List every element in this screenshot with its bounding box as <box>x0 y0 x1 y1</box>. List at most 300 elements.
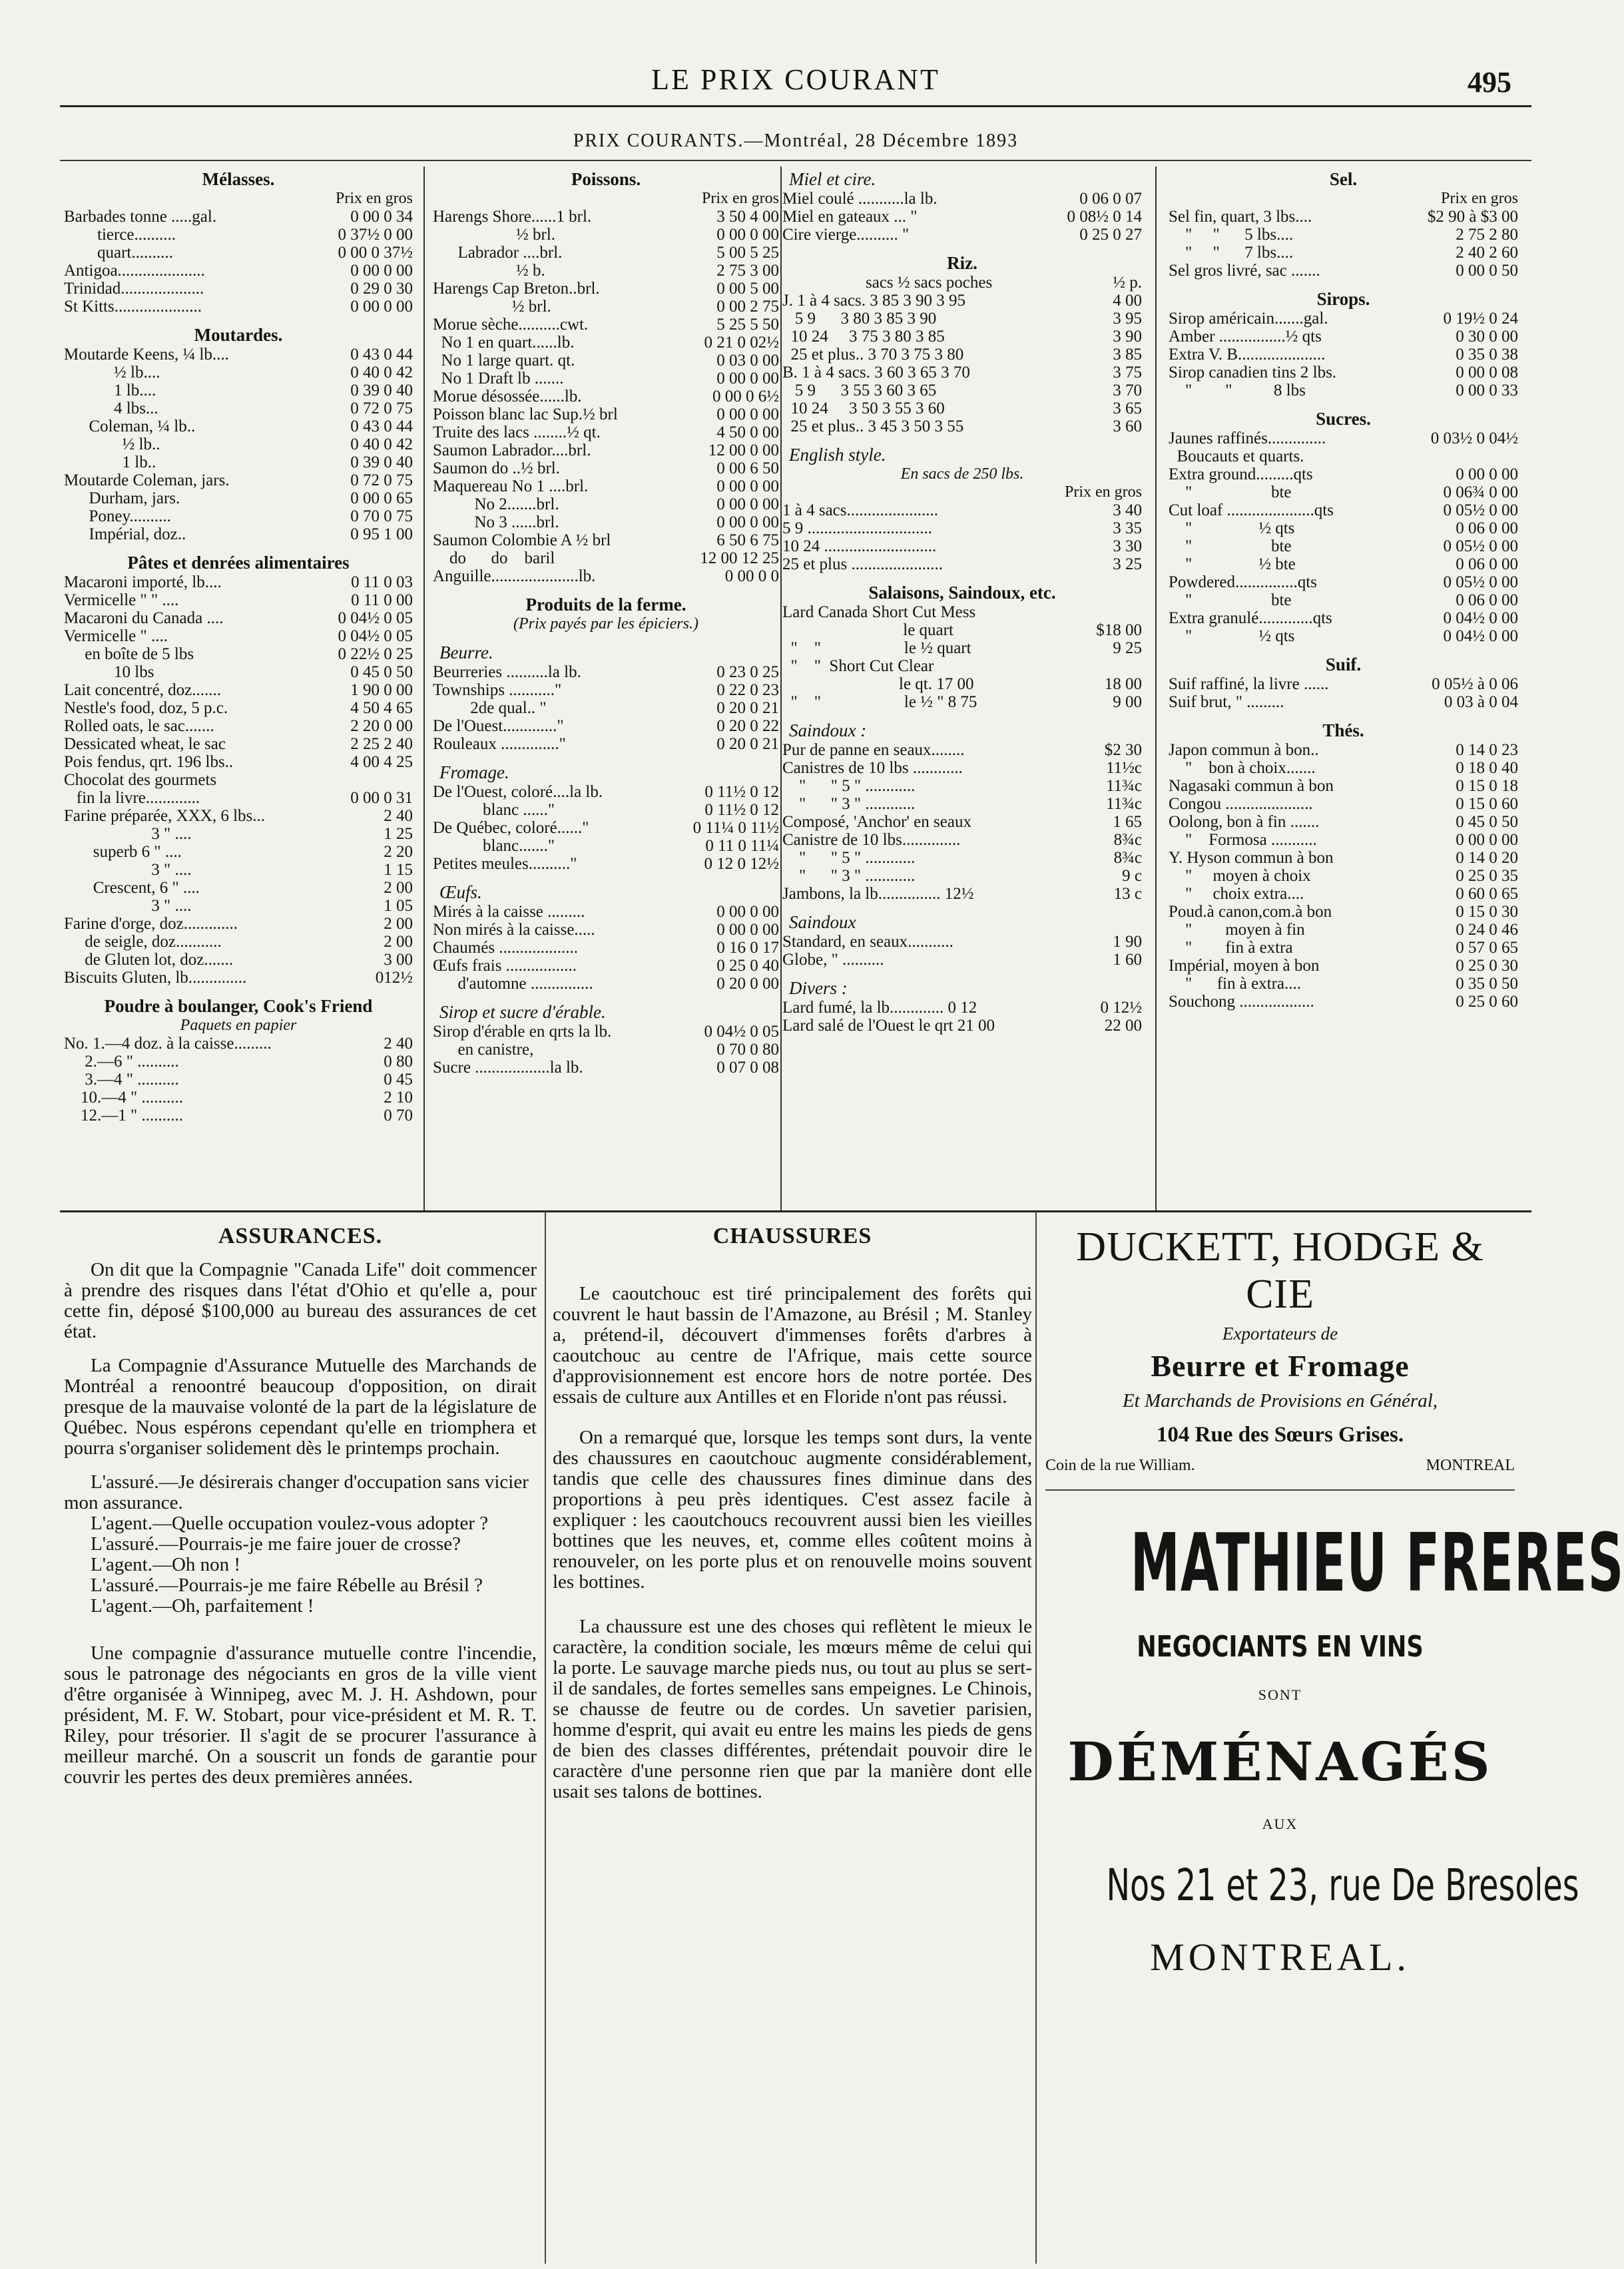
price-row <box>1169 957 1518 975</box>
section-gap <box>64 316 413 322</box>
item-name: Jambons, la lb............... 12½ <box>782 885 974 903</box>
section-title: Sirop et sucre d'érable. <box>439 1002 606 1022</box>
price-row <box>64 645 413 663</box>
price-header: Prix en gros <box>702 190 779 207</box>
price-row <box>1169 501 1518 519</box>
item-price: 3 40 <box>1113 501 1142 519</box>
item-price: 0 45 <box>384 1071 413 1089</box>
item-name: Beurreries ..........la lb. <box>433 663 581 681</box>
item-name: 10 24 3 75 3 80 3 85 <box>782 328 945 346</box>
item-name: Saumon Colombie A ½ brl <box>433 531 611 549</box>
item-price <box>1138 603 1142 621</box>
item-name: 2de qual.. " <box>433 699 547 717</box>
price-row <box>64 789 413 807</box>
section-title: Thés. <box>1322 720 1364 740</box>
item-name: Sirop d'érable en qrts la lb. <box>433 1023 612 1041</box>
item-name: 3.—4 " .......... <box>64 1071 179 1089</box>
price-row <box>782 417 1142 435</box>
item-price: 0 70 <box>384 1107 413 1125</box>
item-name: Sel gros livré, sac ....... <box>1169 262 1320 280</box>
price-row <box>782 759 1142 777</box>
item-name: Non mirés à la caisse..... <box>433 921 595 939</box>
price-row <box>64 681 413 699</box>
item-price: 0 60 0 65 <box>1456 885 1518 903</box>
item-price: 0 06 0 00 <box>1456 591 1518 609</box>
item-price: 22 00 <box>1104 1017 1142 1035</box>
item-name: Nagasaki commun à bon <box>1169 777 1334 795</box>
item-name: " " 5 " ............ <box>782 777 916 795</box>
item-name: Truite des lacs ........½ qt. <box>433 423 601 441</box>
price-row <box>433 717 779 735</box>
item-name: Rolled oats, le sac....... <box>64 717 214 735</box>
item-price: 3 00 <box>384 951 413 969</box>
price-row <box>782 364 1142 381</box>
item-name: le quart <box>782 621 953 639</box>
item-name: Congou ..................... <box>1169 795 1313 813</box>
item-price: 1 25 <box>384 825 413 843</box>
price-row <box>64 1053 413 1071</box>
item-name: Composé, 'Anchor' en seaux <box>782 813 971 831</box>
item-price: 1 60 <box>1113 951 1142 969</box>
item-price: 0 20 0 21 <box>716 735 779 753</box>
section-title: Produits de la ferme. <box>525 595 686 615</box>
item-price <box>1514 447 1518 465</box>
price-row <box>64 417 413 435</box>
item-price: 9 00 <box>1113 693 1142 711</box>
chaussures-article <box>553 1218 1032 2257</box>
price-row <box>64 346 413 364</box>
item-name: Farine préparée, XXX, 6 lbs... <box>64 807 265 825</box>
advertiser-trade: NEGOCIANTS EN VINS <box>1137 1630 1424 1664</box>
column-divider <box>1035 1212 1037 2264</box>
item-price: 0 00 0 00 <box>716 226 779 244</box>
item-price: 0 07 0 08 <box>716 1059 779 1077</box>
item-price: 0 03 à 0 04 <box>1444 693 1518 711</box>
item-price: 4 00 4 25 <box>350 753 413 771</box>
item-name: " bte <box>1169 483 1292 501</box>
section-title: Sel. <box>1329 169 1358 189</box>
price-row <box>782 555 1142 573</box>
item-name: No 1 large quart. qt. <box>433 352 575 370</box>
item-price: 2 75 3 00 <box>716 262 779 280</box>
price-row <box>64 717 413 735</box>
price-row <box>1169 519 1518 537</box>
item-price: 3 75 <box>1113 364 1142 381</box>
item-price: 0 45 0 50 <box>1456 813 1518 831</box>
item-name: " moyen à fin <box>1169 921 1305 939</box>
item-name: Lard salé de l'Ouest le qrt 21 00 <box>782 1017 995 1035</box>
item-name: Antigoa..................... <box>64 262 205 280</box>
item-name: Cut loaf .....................qts <box>1169 501 1334 519</box>
item-price: 13 c <box>1113 885 1142 903</box>
item-price: 0 14 0 23 <box>1456 741 1518 759</box>
item-name: " " 5 " ............ <box>782 849 916 867</box>
item-name: ½ brl. <box>433 298 551 316</box>
item-price: 0 11½ 0 12 <box>704 801 779 819</box>
price-row <box>64 471 413 489</box>
section-gap <box>782 1035 1142 1041</box>
item-price: 0 20 0 21 <box>716 699 779 717</box>
item-name: Cire vierge.......... " <box>782 226 910 244</box>
column-divider <box>545 1212 546 2264</box>
price-row <box>433 699 779 717</box>
price-row <box>64 507 413 525</box>
price-row <box>782 1017 1142 1035</box>
price-row <box>782 777 1142 795</box>
item-price: 0 25 0 35 <box>1456 867 1518 885</box>
item-name: " fin à extra <box>1169 939 1293 957</box>
item-name: 3 " .... <box>64 825 192 843</box>
item-name: " ½ qts <box>1169 627 1295 645</box>
price-row <box>433 903 779 921</box>
price-row <box>433 423 779 441</box>
item-name: 10 lbs <box>64 663 154 681</box>
assurances-article <box>64 1218 537 2257</box>
price-row <box>64 262 413 280</box>
price-row <box>433 1059 779 1077</box>
price-row <box>782 208 1142 226</box>
price-row <box>782 501 1142 519</box>
item-price: 0 57 0 65 <box>1456 939 1518 957</box>
price-row <box>782 292 1142 310</box>
price-row <box>64 364 413 381</box>
item-name: " bte <box>1169 537 1292 555</box>
item-price: 0 45 0 50 <box>350 663 413 681</box>
section-gap <box>433 633 779 640</box>
item-price: 0 24 0 46 <box>1456 921 1518 939</box>
item-price: 2 40 <box>384 1035 413 1053</box>
price-row <box>1169 447 1518 465</box>
section-subtitle: (Prix payés par les épiciers.) <box>513 615 698 632</box>
item-price: 0 70 0 80 <box>716 1041 779 1059</box>
price-row <box>1169 975 1518 993</box>
item-name: Macaroni du Canada .... <box>64 609 224 627</box>
item-name: tierce.......... <box>64 226 176 244</box>
item-price: 5 00 5 25 <box>716 244 779 262</box>
item-name: Canistres de 10 lbs ............ <box>782 759 963 777</box>
ad-announcement: DÉMÉNAGÉS <box>1067 1730 1493 1793</box>
price-column-4 <box>1169 166 1518 1205</box>
item-name: 10 24 ........................... <box>782 537 937 555</box>
price-row <box>433 975 779 993</box>
item-price: 8¾c <box>1113 831 1142 849</box>
item-name: Oolong, bon à fin ....... <box>1169 813 1320 831</box>
item-name: Lait concentré, doz....... <box>64 681 222 699</box>
item-name: Miel en gateaux ... " <box>782 208 918 226</box>
item-name: Coleman, ¼ lb.. <box>64 417 196 435</box>
item-name: sacs ½ sacs poches <box>782 274 993 292</box>
publication-title: LE PRIX COURANT <box>651 63 940 96</box>
price-row <box>64 298 413 316</box>
item-price: 2 00 <box>384 915 413 933</box>
item-price: 0 00 0 6½ <box>712 387 779 405</box>
price-row <box>64 573 413 591</box>
item-name: Japon commun à bon.. <box>1169 741 1319 759</box>
item-name: St Kitts..................... <box>64 298 202 316</box>
item-name: " bon à choix....... <box>1169 759 1316 777</box>
item-name: 5 9 3 80 3 85 3 90 <box>782 310 937 328</box>
item-name: ½ lb.. <box>64 435 160 453</box>
advertiser-city: MONTREAL. <box>1150 1935 1410 1979</box>
dialog-line: L'agent.—Oh non ! <box>91 1554 241 1575</box>
price-column-1 <box>64 166 413 1205</box>
price-row <box>1169 573 1518 591</box>
item-price: 0 25 0 60 <box>1456 993 1518 1011</box>
price-row <box>782 831 1142 849</box>
price-row <box>433 783 779 801</box>
item-price: 0 00 0 08 <box>1456 364 1518 381</box>
item-price: 0 00 0 00 <box>716 477 779 495</box>
price-column-3 <box>782 166 1142 1205</box>
price-row <box>433 1041 779 1059</box>
price-row <box>1169 831 1518 849</box>
item-price: 1 65 <box>1113 813 1142 831</box>
price-row <box>433 855 779 873</box>
article-title: ASSURANCES. <box>218 1224 383 1248</box>
price-row <box>433 477 779 495</box>
item-name: 25 et plus.. 3 45 3 50 3 55 <box>782 417 964 435</box>
item-name: Dessicated wheat, le sac <box>64 735 226 753</box>
price-row <box>64 1107 413 1125</box>
section-gap <box>1169 1011 1518 1017</box>
item-name: quart.......... <box>64 244 173 262</box>
item-price: 0 25 0 40 <box>716 957 779 975</box>
price-row <box>64 208 413 226</box>
price-row <box>64 489 413 507</box>
item-name: 10 24 3 50 3 55 3 60 <box>782 399 945 417</box>
price-row <box>782 226 1142 244</box>
advertiser-address: 104 Rue des Sœurs Grises. <box>1156 1423 1404 1447</box>
item-price: 0 06 0 00 <box>1456 555 1518 573</box>
item-name: B. 1 à 4 sacs. 3 60 3 65 3 70 <box>782 364 970 381</box>
price-row <box>64 771 413 789</box>
price-row <box>433 957 779 975</box>
item-price: 0 15 0 60 <box>1456 795 1518 813</box>
item-price: 8¾c <box>1113 849 1142 867</box>
price-row <box>64 897 413 915</box>
item-price: 3 70 <box>1113 381 1142 399</box>
price-row <box>433 939 779 957</box>
section-title: Œufs. <box>439 882 482 902</box>
item-price: 0 06¾ 0 00 <box>1443 483 1518 501</box>
price-row <box>433 735 779 753</box>
article-paragraph: On dit que la Compagnie "Canada Life" doit commencer à prendre des risques dans l'état d'Ohio et qu'elle a, pour cette fin, déposé $100,000 au bureau des assurances de cet état. <box>64 1259 537 1342</box>
price-row <box>1169 693 1518 711</box>
item-name: " " le ½ " 8 75 <box>782 693 977 711</box>
item-price: 0 00 0 33 <box>1456 381 1518 399</box>
price-row <box>782 885 1142 903</box>
price-row <box>782 951 1142 969</box>
price-row <box>782 933 1142 951</box>
item-price: 0 00 2 75 <box>716 298 779 316</box>
item-price: 0 00 0 34 <box>350 208 413 226</box>
price-row <box>1169 244 1518 262</box>
price-header: Prix en gros <box>336 190 413 207</box>
price-row <box>1169 921 1518 939</box>
page-header <box>60 53 1531 126</box>
price-row <box>64 1071 413 1089</box>
item-name: De l'Ouest, coloré....la lb. <box>433 783 603 801</box>
item-name: Harengs Cap Breton..brl. <box>433 280 600 298</box>
item-price: 0 00 0 0 <box>724 567 779 585</box>
price-row <box>64 399 413 417</box>
advertiser-products: Beurre et Fromage <box>1151 1349 1410 1383</box>
section-title: Divers : <box>789 978 848 998</box>
price-row <box>64 381 413 399</box>
advertiser-location <box>1039 1457 1521 1475</box>
item-price: 0 11 0 11¼ <box>705 837 779 855</box>
section-gap <box>1169 280 1518 286</box>
price-row <box>433 352 779 370</box>
item-price: 0 19½ 0 24 <box>1443 310 1518 328</box>
item-price: 0 06 0 00 <box>1456 519 1518 537</box>
item-name: 25 et plus ...................... <box>782 555 943 573</box>
item-name: Rouleaux .............." <box>433 735 566 753</box>
price-header: Prix en gros <box>1441 190 1518 207</box>
section-title: Mélasses. <box>202 169 275 189</box>
price-row <box>1169 429 1518 447</box>
advertiser-address: Nos 21 et 23, rue De Bresoles <box>1106 1860 1579 1911</box>
item-price: 0 72 0 75 <box>350 399 413 417</box>
mathieu-advertisement <box>1039 1517 1624 1979</box>
item-price: 0 20 0 22 <box>716 717 779 735</box>
item-name: De l'Ouest............." <box>433 717 564 735</box>
price-row <box>782 849 1142 867</box>
item-name: de seigle, doz........... <box>64 933 222 951</box>
item-price: 0 00 0 00 <box>716 370 779 387</box>
item-price: 3 95 <box>1113 310 1142 328</box>
price-row <box>433 531 779 549</box>
section-title: Suif. <box>1325 654 1362 674</box>
price-row <box>1169 903 1518 921</box>
item-name: Poisson blanc lac Sup.½ brl <box>433 405 618 423</box>
item-price: 0 00 5 00 <box>716 280 779 298</box>
item-name: Y. Hyson commun à bon <box>1169 849 1334 867</box>
price-row <box>1169 555 1518 573</box>
price-row <box>1169 993 1518 1011</box>
advertiser-tagline: Exportateurs de <box>1222 1324 1338 1344</box>
item-name: " " Short Cut Clear <box>782 657 934 675</box>
item-name: Globe, " .......... <box>782 951 884 969</box>
item-price: 1 90 <box>1113 933 1142 951</box>
price-row <box>433 208 779 226</box>
item-name: do do baril <box>433 549 555 567</box>
item-name: " " 8 lbs <box>1169 381 1306 399</box>
item-name: Durham, jars. <box>64 489 180 507</box>
item-name: Canistre de 10 lbs.............. <box>782 831 961 849</box>
item-name: 5 9 3 55 3 60 3 65 <box>782 381 937 399</box>
price-row <box>433 567 779 585</box>
item-price: 0 23 0 25 <box>716 663 779 681</box>
item-price: 0 18 0 40 <box>1456 759 1518 777</box>
price-row <box>782 399 1142 417</box>
item-price: 0 35 0 50 <box>1456 975 1518 993</box>
item-name: Sel fin, quart, 3 lbs.... <box>1169 208 1312 226</box>
section-gap <box>782 244 1142 250</box>
price-row <box>782 657 1142 675</box>
item-price <box>1138 657 1142 675</box>
price-row <box>64 226 413 244</box>
price-row <box>1169 328 1518 346</box>
item-name: Chocolat des gourmets <box>64 771 217 789</box>
item-price: 0 35 0 38 <box>1456 346 1518 364</box>
item-name: Moutarde Coleman, jars. <box>64 471 230 489</box>
item-price: 0 00 0 31 <box>350 789 413 807</box>
advertiser-name: MATHIEU FRERES <box>1130 1517 1624 1610</box>
price-row <box>1169 885 1518 903</box>
item-name: Sirop canadien tins 2 lbs. <box>1169 364 1337 381</box>
item-price: 1 90 0 00 <box>350 681 413 699</box>
item-price: 0 00 0 65 <box>350 489 413 507</box>
item-price: 0 12½ <box>1100 999 1142 1017</box>
price-row <box>433 1023 779 1041</box>
section-gap <box>433 1077 779 1083</box>
price-row <box>433 801 779 819</box>
section-title: Miel et cire. <box>789 169 876 189</box>
item-name: Morue désossée......lb. <box>433 387 582 405</box>
item-price: 0 04½ 0 00 <box>1443 627 1518 645</box>
item-price: 0 05½ 0 00 <box>1443 537 1518 555</box>
dialog-line: L'assuré.—Pourrais-je me faire Rébelle au Brésil ? <box>91 1575 483 1596</box>
price-row <box>782 741 1142 759</box>
section-title: Fromage. <box>439 762 509 782</box>
item-name: Poud.à canon,com.à bon <box>1169 903 1332 921</box>
section-subtitle: Paquets en papier <box>180 1017 297 1034</box>
item-name: Biscuits Gluten, lb.............. <box>64 969 247 987</box>
item-name: Anguille.....................lb. <box>433 567 596 585</box>
item-name: " bte <box>1169 591 1292 609</box>
price-row <box>1169 609 1518 627</box>
item-price: 0 22½ 0 25 <box>338 645 413 663</box>
item-name: Impérial, moyen à bon <box>1169 957 1320 975</box>
section-title: Poudre à boulanger, Cook's Friend <box>104 996 373 1016</box>
item-name: Suif raffiné, la livre ...... <box>1169 675 1329 693</box>
item-name: Lard fumé, la lb............. 0 12 <box>782 999 977 1017</box>
item-price: 2 40 2 60 <box>1456 244 1518 262</box>
item-name: 1 lb.. <box>64 453 156 471</box>
item-name: d'automne ............... <box>433 975 593 993</box>
price-row <box>782 693 1142 711</box>
price-row <box>64 969 413 987</box>
section-gap <box>433 873 779 880</box>
item-name: blanc......." <box>433 837 555 855</box>
item-price: 0 40 0 42 <box>350 364 413 381</box>
price-row <box>1169 310 1518 328</box>
item-name: Suif brut, " ......... <box>1169 693 1284 711</box>
item-name: Pois fendus, qrt. 196 lbs.. <box>64 753 234 771</box>
price-row <box>433 549 779 567</box>
item-name: Chaumés ................... <box>433 939 579 957</box>
item-name: 1 à 4 sacs...................... <box>782 501 938 519</box>
item-name: " " 3 " ............ <box>782 867 916 885</box>
section-rule <box>60 1210 1531 1212</box>
item-price: 9 25 <box>1113 639 1142 657</box>
item-price: 0 00 0 00 <box>1456 831 1518 849</box>
item-name: en boîte de 5 lbs <box>64 645 194 663</box>
duckett-advertisement <box>1039 1224 1521 1475</box>
item-name: " moyen à choix <box>1169 867 1311 885</box>
page-number: 495 <box>1468 66 1511 99</box>
price-row <box>782 621 1142 639</box>
item-price: 0 15 0 18 <box>1456 777 1518 795</box>
item-price: 1 15 <box>384 861 413 879</box>
item-name: " " 7 lbs.... <box>1169 244 1294 262</box>
section-gap <box>64 987 413 993</box>
item-name: Saumon do ..½ brl. <box>433 459 560 477</box>
section-title: Pâtes et denrées alimentaires <box>127 553 350 573</box>
section-gap <box>433 993 779 999</box>
item-price: 2 10 <box>384 1089 413 1107</box>
